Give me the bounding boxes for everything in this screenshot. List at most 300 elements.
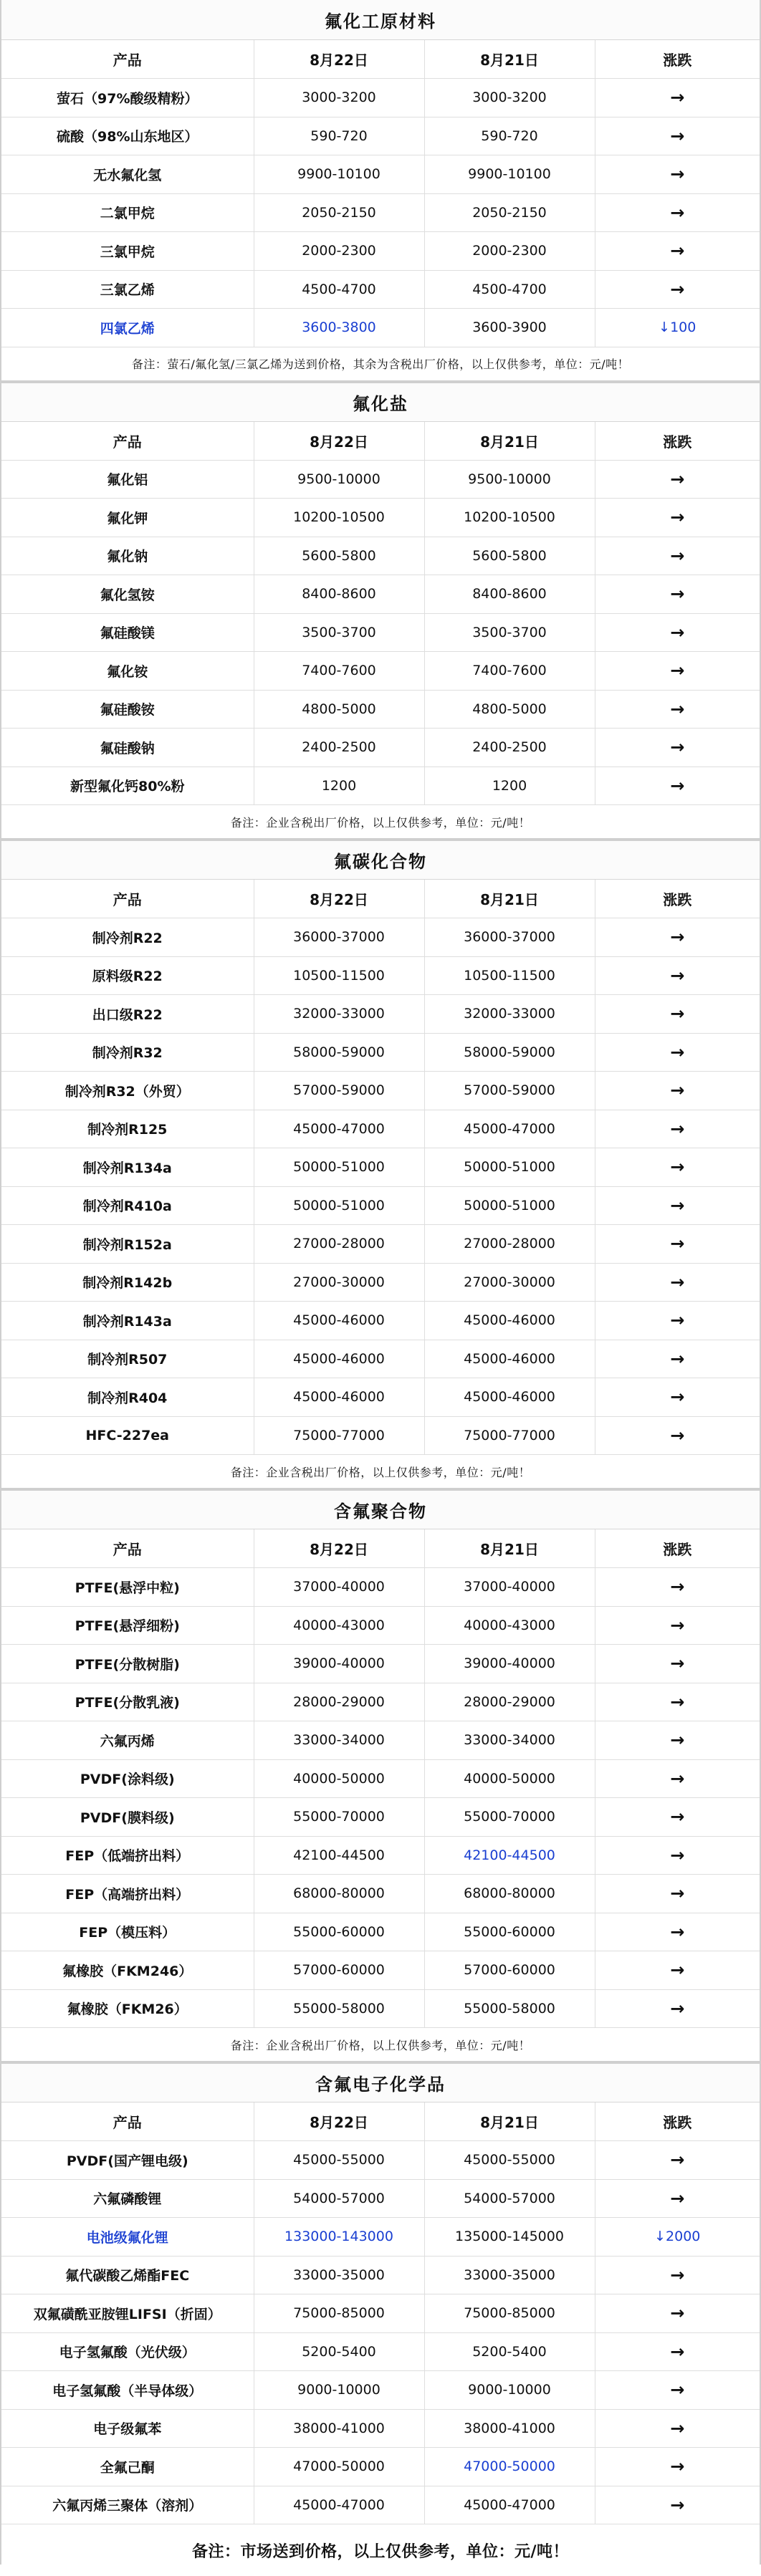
- change-cell: →: [595, 1683, 760, 1721]
- price-table: [1, 1529, 760, 2028]
- price-previous-cell: 8400-8600: [424, 575, 595, 614]
- price-previous-cell: 68000-80000: [424, 1875, 595, 1913]
- header-date-previous: 8月21日: [424, 1529, 595, 1568]
- change-cell: →: [595, 1033, 760, 1072]
- price-previous-cell: 32000-33000: [424, 995, 595, 1034]
- table-row: [1, 956, 760, 995]
- table-row: [1, 1989, 760, 2028]
- product-cell: 电子氢氟酸（光伏级）: [1, 2332, 254, 2371]
- change-cell: →: [595, 995, 760, 1034]
- product-cell: PTFE(分散树脂): [1, 1645, 254, 1683]
- price-section: [1, 0, 760, 382]
- change-cell: →: [595, 270, 760, 309]
- product-cell: 氟硅酸钠: [1, 729, 254, 767]
- table-row: [1, 1645, 760, 1683]
- price-current-cell: 33000-34000: [254, 1721, 424, 1760]
- table-row: [1, 1416, 760, 1455]
- change-cell: →: [595, 1568, 760, 1607]
- price-previous-cell: 54000-57000: [424, 2179, 595, 2218]
- product-cell: 新型氟化钙80%粉: [1, 766, 254, 805]
- price-current-cell: 58000-59000: [254, 1033, 424, 1072]
- change-cell: →: [595, 575, 760, 614]
- change-cell: →: [595, 155, 760, 194]
- price-section: [1, 840, 760, 1489]
- header-date-previous: 8月21日: [424, 880, 595, 918]
- product-cell: 制冷剂R134a: [1, 1148, 254, 1187]
- table-row: [1, 117, 760, 155]
- price-current-cell: 10500-11500: [254, 956, 424, 995]
- product-cell: 制冷剂R507: [1, 1340, 254, 1378]
- product-cell: 硫酸（98%山东地区）: [1, 117, 254, 155]
- price-previous-cell: 2000-2300: [424, 232, 595, 271]
- header-date-current: 8月22日: [254, 880, 424, 918]
- product-cell: PVDF(国产锂电级): [1, 2141, 254, 2180]
- table-row: [1, 2409, 760, 2448]
- change-cell: →: [595, 1378, 760, 1417]
- table-row: [1, 2141, 760, 2180]
- price-current-cell: 50000-51000: [254, 1186, 424, 1225]
- table-row: [1, 1110, 760, 1148]
- table-row: [1, 1186, 760, 1225]
- product-cell: 双氟磺酰亚胺锂LIFSI（折固）: [1, 2294, 254, 2333]
- product-cell: FEP（高端挤出料）: [1, 1875, 254, 1913]
- price-table: [1, 2102, 760, 2524]
- change-cell: →: [595, 956, 760, 995]
- table-row: [1, 1721, 760, 1760]
- price-current-cell: 32000-33000: [254, 995, 424, 1034]
- header-date-previous: 8月21日: [424, 40, 595, 79]
- header-product: 产品: [1, 880, 254, 918]
- change-cell: ↓100: [595, 309, 760, 347]
- table-row: [1, 499, 760, 537]
- price-current-cell: 3000-3200: [254, 79, 424, 117]
- header-date-current: 8月22日: [254, 1529, 424, 1568]
- change-cell: →: [595, 1148, 760, 1187]
- product-cell: 二氯甲烷: [1, 193, 254, 232]
- table-row: [1, 1072, 760, 1110]
- product-cell: 无水氟化氢: [1, 155, 254, 194]
- table-row: [1, 1148, 760, 1187]
- price-current-cell: 4500-4700: [254, 270, 424, 309]
- change-cell: →: [595, 690, 760, 729]
- change-cell: →: [595, 1186, 760, 1225]
- header-product: 产品: [1, 2102, 254, 2141]
- change-cell: →: [595, 1759, 760, 1798]
- table-row: [1, 1033, 760, 1072]
- price-current-cell: 33000-35000: [254, 2256, 424, 2294]
- product-cell: 氟化氢铵: [1, 575, 254, 614]
- price-previous-cell: 39000-40000: [424, 1645, 595, 1683]
- price-previous-cell: 36000-37000: [424, 918, 595, 957]
- price-previous-cell: 4800-5000: [424, 690, 595, 729]
- table-row: [1, 1683, 760, 1721]
- table-row: [1, 79, 760, 117]
- change-cell: →: [595, 652, 760, 691]
- product-cell: 三氯乙烯: [1, 270, 254, 309]
- product-cell: 六氟丙烯三聚体（溶剂）: [1, 2486, 254, 2524]
- price-previous-cell: 5200-5400: [424, 2332, 595, 2371]
- header-change: 涨跌: [595, 1529, 760, 1568]
- change-cell: →: [595, 79, 760, 117]
- change-cell: →: [595, 499, 760, 537]
- price-previous-cell: 5600-5800: [424, 537, 595, 575]
- price-previous-cell: 27000-30000: [424, 1263, 595, 1302]
- change-cell: →: [595, 1110, 760, 1148]
- change-cell: →: [595, 1606, 760, 1645]
- price-previous-cell: 55000-70000: [424, 1798, 595, 1837]
- table-header-row: [1, 422, 760, 461]
- table-row: [1, 1913, 760, 1951]
- price-current-cell: 45000-46000: [254, 1302, 424, 1340]
- product-cell: HFC-227ea: [1, 1416, 254, 1455]
- price-previous-cell: 7400-7600: [424, 652, 595, 691]
- table-row: [1, 1263, 760, 1302]
- table-row: [1, 1875, 760, 1913]
- product-cell: 原料级R22: [1, 956, 254, 995]
- table-row: [1, 2448, 760, 2486]
- table-row: [1, 1378, 760, 1417]
- section-note: 备注：企业含税出厂价格，以上仅供参考，单位：元/吨！: [1, 2028, 760, 2062]
- price-current-cell: 45000-47000: [254, 2486, 424, 2524]
- price-previous-cell: 40000-43000: [424, 1606, 595, 1645]
- table-row: [1, 1759, 760, 1798]
- product-cell: 氟硅酸镁: [1, 613, 254, 652]
- price-current-cell: 1200: [254, 766, 424, 805]
- price-current-cell: 3600-3800: [254, 309, 424, 347]
- section-note: 备注：企业含税出厂价格，以上仅供参考，单位：元/吨！: [1, 805, 760, 840]
- price-current-cell: 4800-5000: [254, 690, 424, 729]
- price-current-cell: 2400-2500: [254, 729, 424, 767]
- price-previous-cell: 2050-2150: [424, 193, 595, 232]
- price-previous-cell: 47000-50000: [424, 2448, 595, 2486]
- price-current-cell: 45000-47000: [254, 1110, 424, 1148]
- product-cell: 出口级R22: [1, 995, 254, 1034]
- change-cell: →: [595, 1875, 760, 1913]
- table-row: [1, 270, 760, 309]
- change-cell: →: [595, 1798, 760, 1837]
- product-cell: 制冷剂R22: [1, 918, 254, 957]
- price-previous-cell: 57000-59000: [424, 1072, 595, 1110]
- change-cell: →: [595, 2179, 760, 2218]
- price-previous-cell: 55000-58000: [424, 1989, 595, 2028]
- price-previous-cell: 58000-59000: [424, 1033, 595, 1072]
- product-cell: 六氟磷酸锂: [1, 2179, 254, 2218]
- price-current-cell: 50000-51000: [254, 1148, 424, 1187]
- header-change: 涨跌: [595, 40, 760, 79]
- price-current-cell: 3500-3700: [254, 613, 424, 652]
- header-change: 涨跌: [595, 422, 760, 461]
- price-current-cell: 27000-28000: [254, 1225, 424, 1264]
- table-header-row: [1, 880, 760, 918]
- product-cell: 制冷剂R142b: [1, 1263, 254, 1302]
- product-cell: FEP（模压料）: [1, 1913, 254, 1951]
- price-current-cell: 27000-30000: [254, 1263, 424, 1302]
- price-previous-cell: 3500-3700: [424, 613, 595, 652]
- header-change: 涨跌: [595, 2102, 760, 2141]
- table-header-row: [1, 2102, 760, 2141]
- price-current-cell: 55000-60000: [254, 1913, 424, 1951]
- table-row: [1, 2218, 760, 2257]
- price-current-cell: 28000-29000: [254, 1683, 424, 1721]
- section-note: 备注：市场送到价格，以上仅供参考，单位：元/吨！: [191, 2542, 570, 2561]
- price-previous-cell: 45000-47000: [424, 2486, 595, 2524]
- price-current-cell: 57000-59000: [254, 1072, 424, 1110]
- change-cell: →: [595, 1913, 760, 1951]
- price-previous-cell: 50000-51000: [424, 1148, 595, 1187]
- change-cell: →: [595, 193, 760, 232]
- price-previous-cell: 3000-3200: [424, 79, 595, 117]
- price-previous-cell: 9500-10000: [424, 460, 595, 499]
- table-row: [1, 1225, 760, 1264]
- product-cell: 氟化铵: [1, 652, 254, 691]
- product-cell: PTFE(悬浮中粒): [1, 1568, 254, 1607]
- table-row: [1, 613, 760, 652]
- header-date-previous: 8月21日: [424, 2102, 595, 2141]
- change-cell: ↓2000: [595, 2218, 760, 2257]
- product-cell: 电子氢氟酸（半导体级）: [1, 2371, 254, 2410]
- table-row: [1, 766, 760, 805]
- product-cell: 萤石（97%酸级精粉）: [1, 79, 254, 117]
- header-date-previous: 8月21日: [424, 422, 595, 461]
- price-previous-cell: 10500-11500: [424, 956, 595, 995]
- change-cell: →: [595, 1645, 760, 1683]
- price-current-cell: 45000-46000: [254, 1378, 424, 1417]
- table-row: [1, 652, 760, 691]
- price-table: [1, 422, 760, 806]
- product-cell: 全氟己酮: [1, 2448, 254, 2486]
- section-title: 氟化盐: [1, 382, 760, 422]
- change-cell: →: [595, 613, 760, 652]
- price-current-cell: 47000-50000: [254, 2448, 424, 2486]
- price-section: [1, 1489, 760, 2062]
- price-previous-cell: 9000-10000: [424, 2371, 595, 2410]
- price-previous-cell: 57000-60000: [424, 1951, 595, 1990]
- product-cell: 六氟丙烯: [1, 1721, 254, 1760]
- section-title: 氟碳化合物: [1, 840, 760, 880]
- price-current-cell: 5200-5400: [254, 2332, 424, 2371]
- price-current-cell: 45000-46000: [254, 1340, 424, 1378]
- table-row: [1, 1302, 760, 1340]
- table-row: [1, 193, 760, 232]
- price-previous-cell: 45000-46000: [424, 1378, 595, 1417]
- product-cell: 氟橡胶（FKM246）: [1, 1951, 254, 1990]
- product-cell: 制冷剂R143a: [1, 1302, 254, 1340]
- table-row: [1, 729, 760, 767]
- price-table: [1, 40, 760, 347]
- price-previous-cell: 135000-145000: [424, 2218, 595, 2257]
- table-row: [1, 2294, 760, 2333]
- price-previous-cell: 40000-50000: [424, 1759, 595, 1798]
- price-current-cell: 55000-58000: [254, 1989, 424, 2028]
- change-cell: →: [595, 2409, 760, 2448]
- product-cell: 制冷剂R32: [1, 1033, 254, 1072]
- product-cell: 制冷剂R32（外贸）: [1, 1072, 254, 1110]
- price-current-cell: 57000-60000: [254, 1951, 424, 1990]
- table-row: [1, 2332, 760, 2371]
- price-previous-cell: 33000-35000: [424, 2256, 595, 2294]
- section-title: 含氟聚合物: [1, 1489, 760, 1529]
- product-cell: PVDF(涂料级): [1, 1759, 254, 1798]
- price-previous-cell: 4500-4700: [424, 270, 595, 309]
- table-row: [1, 918, 760, 957]
- section-note: 备注：萤石/氟化氢/三氯乙烯为送到价格，其余为含税出厂价格，以上仅供参考，单位：元/吨！: [1, 347, 760, 382]
- table-row: [1, 537, 760, 575]
- price-current-cell: 133000-143000: [254, 2218, 424, 2257]
- price-previous-cell: 1200: [424, 766, 595, 805]
- product-cell: 四氯乙烯: [1, 309, 254, 347]
- change-cell: →: [595, 1263, 760, 1302]
- product-cell: 氟化钾: [1, 499, 254, 537]
- change-cell: →: [595, 2486, 760, 2524]
- table-row: [1, 2371, 760, 2410]
- price-previous-cell: 38000-41000: [424, 2409, 595, 2448]
- header-change: 涨跌: [595, 880, 760, 918]
- table-row: [1, 1568, 760, 1607]
- change-cell: →: [595, 232, 760, 271]
- table-row: [1, 690, 760, 729]
- price-current-cell: 75000-77000: [254, 1416, 424, 1455]
- header-product: 产品: [1, 422, 254, 461]
- section-title: 氟化工原材料: [1, 0, 760, 40]
- price-previous-cell: 28000-29000: [424, 1683, 595, 1721]
- change-cell: →: [595, 1989, 760, 2028]
- change-cell: →: [595, 918, 760, 957]
- change-cell: →: [595, 460, 760, 499]
- product-cell: PTFE(悬浮细粉): [1, 1606, 254, 1645]
- change-cell: →: [595, 117, 760, 155]
- price-previous-cell: 2400-2500: [424, 729, 595, 767]
- header-date-current: 8月22日: [254, 2102, 424, 2141]
- price-section: [1, 2062, 760, 2576]
- table-row: [1, 1798, 760, 1837]
- price-current-cell: 75000-85000: [254, 2294, 424, 2333]
- change-cell: →: [595, 2256, 760, 2294]
- price-current-cell: 8400-8600: [254, 575, 424, 614]
- price-previous-cell: 45000-46000: [424, 1340, 595, 1378]
- product-cell: PVDF(膜料级): [1, 1798, 254, 1837]
- change-cell: →: [595, 2294, 760, 2333]
- price-current-cell: 54000-57000: [254, 2179, 424, 2218]
- change-cell: →: [595, 1416, 760, 1455]
- product-cell: 制冷剂R125: [1, 1110, 254, 1148]
- header-product: 产品: [1, 40, 254, 79]
- price-previous-cell: 75000-77000: [424, 1416, 595, 1455]
- price-previous-cell: 42100-44500: [424, 1836, 595, 1875]
- table-row: [1, 2179, 760, 2218]
- price-previous-cell: 10200-10500: [424, 499, 595, 537]
- price-current-cell: 38000-41000: [254, 2409, 424, 2448]
- price-previous-cell: 3600-3900: [424, 309, 595, 347]
- price-previous-cell: 45000-47000: [424, 1110, 595, 1148]
- price-previous-cell: 27000-28000: [424, 1225, 595, 1264]
- change-cell: →: [595, 1721, 760, 1760]
- change-cell: →: [595, 2141, 760, 2180]
- price-current-cell: 9000-10000: [254, 2371, 424, 2410]
- price-current-cell: 68000-80000: [254, 1875, 424, 1913]
- change-cell: →: [595, 766, 760, 805]
- price-previous-cell: 45000-46000: [424, 1302, 595, 1340]
- change-cell: →: [595, 729, 760, 767]
- table-row: [1, 575, 760, 614]
- change-cell: →: [595, 1340, 760, 1378]
- product-cell: 制冷剂R152a: [1, 1225, 254, 1264]
- price-previous-cell: 55000-60000: [424, 1913, 595, 1951]
- table-row: [1, 995, 760, 1034]
- table-header-row: [1, 40, 760, 79]
- price-current-cell: 45000-55000: [254, 2141, 424, 2180]
- product-cell: 制冷剂R410a: [1, 1186, 254, 1225]
- section-note: 备注：企业含税出厂价格，以上仅供参考，单位：元/吨！: [1, 1455, 760, 1489]
- product-cell: 电子级氟苯: [1, 2409, 254, 2448]
- header-product: 产品: [1, 1529, 254, 1568]
- table-header-row: [1, 1529, 760, 1568]
- table-row: [1, 2486, 760, 2524]
- table-row: [1, 309, 760, 347]
- product-cell: 氟橡胶（FKM26）: [1, 1989, 254, 2028]
- price-current-cell: 36000-37000: [254, 918, 424, 957]
- price-current-cell: 590-720: [254, 117, 424, 155]
- change-cell: →: [595, 1072, 760, 1110]
- product-cell: 三氯甲烷: [1, 232, 254, 271]
- product-cell: FEP（低端挤出料）: [1, 1836, 254, 1875]
- price-current-cell: 37000-40000: [254, 1568, 424, 1607]
- change-cell: →: [595, 2371, 760, 2410]
- price-current-cell: 2000-2300: [254, 232, 424, 271]
- table-row: [1, 1836, 760, 1875]
- table-row: [1, 232, 760, 271]
- price-current-cell: 39000-40000: [254, 1645, 424, 1683]
- price-previous-cell: 50000-51000: [424, 1186, 595, 1225]
- price-current-cell: 10200-10500: [254, 499, 424, 537]
- table-row: [1, 1340, 760, 1378]
- section-title: 含氟电子化学品: [1, 2062, 760, 2102]
- price-previous-cell: 9900-10100: [424, 155, 595, 194]
- price-previous-cell: 33000-34000: [424, 1721, 595, 1760]
- header-date-current: 8月22日: [254, 422, 424, 461]
- table-row: [1, 460, 760, 499]
- change-cell: →: [595, 1225, 760, 1264]
- price-current-cell: 9900-10100: [254, 155, 424, 194]
- product-cell: 氟代碳酸乙烯酯FEC: [1, 2256, 254, 2294]
- price-previous-cell: 45000-55000: [424, 2141, 595, 2180]
- price-previous-cell: 37000-40000: [424, 1568, 595, 1607]
- product-cell: 制冷剂R404: [1, 1378, 254, 1417]
- product-cell: PTFE(分散乳液): [1, 1683, 254, 1721]
- table-row: [1, 1606, 760, 1645]
- price-current-cell: 7400-7600: [254, 652, 424, 691]
- product-cell: 氟化钠: [1, 537, 254, 575]
- price-current-cell: 40000-50000: [254, 1759, 424, 1798]
- product-cell: 氟硅酸铵: [1, 690, 254, 729]
- price-previous-cell: 590-720: [424, 117, 595, 155]
- header-date-current: 8月22日: [254, 40, 424, 79]
- table-row: [1, 155, 760, 194]
- price-current-cell: 5600-5800: [254, 537, 424, 575]
- table-row: [1, 2256, 760, 2294]
- price-current-cell: 40000-43000: [254, 1606, 424, 1645]
- price-current-cell: 42100-44500: [254, 1836, 424, 1875]
- change-cell: →: [595, 1836, 760, 1875]
- change-cell: →: [595, 2332, 760, 2371]
- product-cell: 氟化铝: [1, 460, 254, 499]
- price-section: [1, 382, 760, 840]
- table-row: [1, 1951, 760, 1990]
- price-current-cell: 55000-70000: [254, 1798, 424, 1837]
- change-cell: →: [595, 1302, 760, 1340]
- change-cell: →: [595, 2448, 760, 2486]
- price-previous-cell: 75000-85000: [424, 2294, 595, 2333]
- change-cell: →: [595, 537, 760, 575]
